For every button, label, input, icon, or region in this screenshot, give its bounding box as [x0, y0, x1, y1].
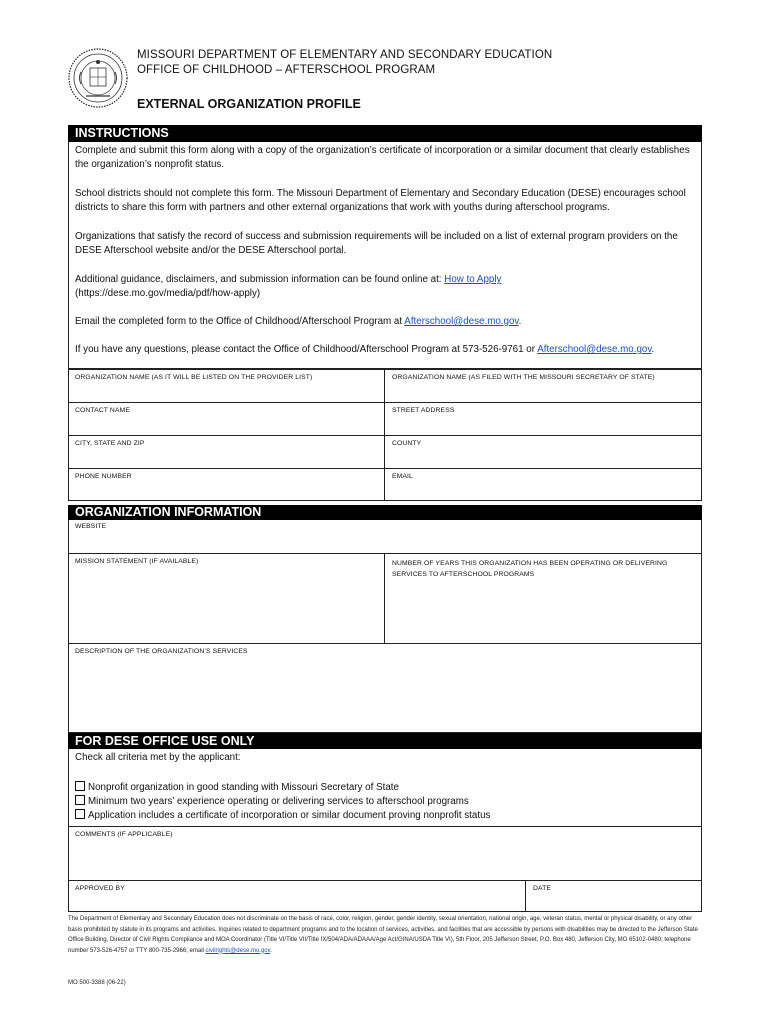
- instructions-paragraph-5: [75, 315, 695, 329]
- email-instruction-text: Email the completed form to the Office of Childhood/Afterschool Program at: [75, 316, 405, 327]
- org-name-list-field[interactable]: [68, 369, 385, 402]
- disclaimer-text: The Department of Elementary and Secondary Education does not discriminate on the basis of race, color, religion, gender, gender identity, sexual orientation, national origin, age, veteran status, mental or physical disability, or any other basis prohibited by statute in its programs and activities. Inquiries related to department programs and to the location of services, activities, and facilities that are accessible by persons with disabilities may be directed to the Jefferson State Office Building, Director of Civil Rights Compliance and MOA Coordinator (Title VI/Title VII/Title IX/504/ADA/ADAAA/Age Act/GINA/USDA Title VI), 5th Floor, 205 Jefferson Street, P.O. Box 480, Jefferson City, MO 65102-0480; telephone number 573-526-4757 or TTY 800-735-2966; email: [68, 916, 698, 954]
- criterion-experience: [75, 795, 469, 807]
- services-description-field[interactable]: [68, 643, 702, 733]
- email-field[interactable]: [385, 468, 702, 501]
- criterion-nonprofit: [75, 781, 399, 793]
- approved-by-field[interactable]: [68, 880, 526, 912]
- years-operating-label: NUMBER OF YEARS THIS ORGANIZATION HAS BEEN OPERATING OR DELIVERING SERVICES TO AFTERSCHOOL PROGRAMS: [392, 560, 668, 578]
- approved-by-label: APPROVED BY: [75, 885, 125, 892]
- org-name-row: [68, 369, 702, 402]
- civil-rights-email-link[interactable]: civilrights@dese.mo.gov: [205, 947, 271, 954]
- mission-years-row: [68, 553, 702, 643]
- instructions-paragraph-4: [75, 273, 695, 301]
- criterion-nonprofit-checkbox[interactable]: [75, 781, 85, 791]
- afterschool-email-link-2[interactable]: Afterschool@dese.mo.gov: [537, 344, 652, 355]
- city-state-zip-label: CITY, STATE AND ZIP: [75, 440, 145, 447]
- nondiscrimination-notice: [68, 914, 702, 956]
- services-description-label: DESCRIPTION OF THE ORGANIZATION’S SERVICES: [75, 648, 248, 655]
- criteria-intro: Check all criteria met by the applicant:: [75, 752, 241, 763]
- contact-row: [68, 402, 702, 435]
- website-label: WEBSITE: [75, 523, 107, 530]
- org-name-list-label: ORGANIZATION NAME (AS IT WILL BE LISTED ON THE PROVIDER LIST): [75, 374, 313, 381]
- comments-field[interactable]: [68, 826, 702, 880]
- period: .: [270, 947, 272, 954]
- contact-instruction-text: If you have any questions, please contact the Office of Childhood/Afterschool Program at 573-526-9761 or: [75, 344, 538, 355]
- org-name-sos-field[interactable]: [385, 369, 702, 402]
- date-field[interactable]: [526, 880, 702, 912]
- agency-heading: [137, 48, 552, 78]
- afterschool-email-link[interactable]: Afterschool@dese.mo.gov: [404, 316, 519, 327]
- phone-label: PHONE NUMBER: [75, 473, 132, 480]
- website-field[interactable]: [68, 520, 702, 553]
- criterion-certificate-checkbox[interactable]: [75, 809, 85, 819]
- criterion-experience-label: Minimum two years’ experience operating or delivering services to afterschool programs: [88, 796, 469, 807]
- date-label: DATE: [533, 885, 552, 892]
- org-name-sos-label: ORGANIZATION NAME (AS FILED WITH THE MISSOURI SECRETARY OF STATE): [392, 374, 655, 381]
- office-use-heading: FOR DESE OFFICE USE ONLY: [68, 733, 702, 749]
- agency-line-2: OFFICE OF CHILDHOOD – AFTERSCHOOL PROGRAM: [137, 64, 436, 76]
- how-to-apply-link[interactable]: How to Apply: [444, 274, 502, 285]
- approval-row: [68, 880, 702, 912]
- state-seal-icon: [68, 46, 128, 110]
- county-field[interactable]: [385, 435, 702, 468]
- years-operating-field[interactable]: [385, 553, 702, 643]
- mission-statement-label: MISSION STATEMENT (IF AVAILABLE): [75, 558, 199, 565]
- org-info-heading: ORGANIZATION INFORMATION: [68, 505, 702, 520]
- criterion-experience-checkbox[interactable]: [75, 795, 85, 805]
- mission-statement-field[interactable]: [68, 553, 385, 643]
- criterion-nonprofit-label: Nonprofit organization in good standing with Missouri Secretary of State: [88, 782, 399, 793]
- criterion-certificate: [75, 809, 490, 821]
- form-number: MO 500-3388 (06-22): [68, 980, 126, 986]
- instructions-paragraph-3: Organizations that satisfy the record of success and submission requirements will be included on a list of external program providers on the DESE Afterschool website and/or the DESE Afterschool portal.: [75, 231, 678, 256]
- contact-name-field[interactable]: [68, 402, 385, 435]
- how-to-apply-url: (https://dese.mo.gov/media/pdf/how-apply): [75, 288, 261, 299]
- instructions-paragraph-1: Complete and submit this form along with a copy of the organization’s certificate of incorporation or a similar document that clearly establishes the organization’s nonprofit status.: [75, 145, 690, 170]
- period: .: [651, 344, 655, 355]
- location-row: [68, 435, 702, 468]
- city-state-zip-field[interactable]: [68, 435, 385, 468]
- agency-line-1: MISSOURI DEPARTMENT OF ELEMENTARY AND SECONDARY EDUCATION: [137, 49, 553, 61]
- phone-field[interactable]: [68, 468, 385, 501]
- email-label: EMAIL: [392, 473, 413, 480]
- comments-label: COMMENTS (IF APPLICABLE): [75, 831, 173, 838]
- period: .: [518, 316, 522, 327]
- county-label: COUNTY: [392, 440, 422, 447]
- guidance-text: Additional guidance, disclaimers, and submission information can be found online at:: [75, 274, 445, 285]
- contact-name-label: CONTACT NAME: [75, 407, 130, 414]
- phone-email-row: [68, 468, 702, 501]
- street-address-field[interactable]: [385, 402, 702, 435]
- criterion-certificate-label: Application includes a certificate of incorporation or similar document proving nonprofit status: [88, 810, 491, 821]
- street-address-label: STREET ADDRESS: [392, 407, 455, 414]
- instructions-paragraph-2: School districts should not complete this form. The Missouri Department of Elementary and Secondary Education (DESE) encourages school districts to share this form with partners and other external organizations that work with youths during afterschool programs.: [75, 188, 686, 213]
- form-title: EXTERNAL ORGANIZATION PROFILE: [137, 97, 361, 111]
- instructions-paragraph-6: [75, 343, 695, 357]
- instructions-heading: INSTRUCTIONS: [68, 125, 702, 142]
